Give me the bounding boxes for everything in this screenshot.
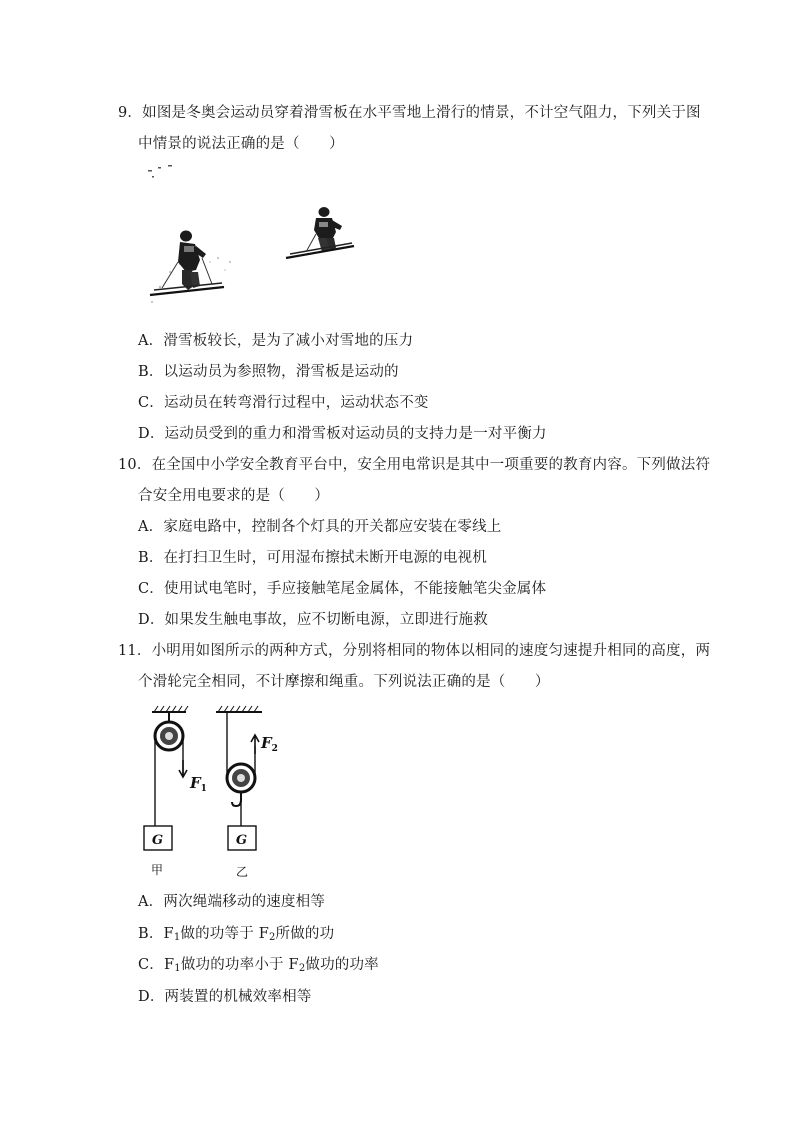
question-9-option-b: B．以运动员为参照物，滑雪板是运动的 [138, 364, 399, 380]
option-b-sub1: 1 [173, 932, 181, 943]
question-11-stem-line2: 个滑轮完全相同，不计摩擦和绳重。下列说法正确的是（ ） [138, 674, 550, 690]
option-c-prefix: C．F [138, 957, 175, 973]
question-11-option-d: D．两装置的机械效率相等 [138, 989, 312, 1005]
question-11-option-a: A．两次绳端移动的速度相等 [138, 894, 326, 910]
option-b-suffix: 所做的功 [275, 926, 335, 942]
movable-pulley-setup [216, 706, 262, 850]
skier-photo [140, 162, 370, 322]
pulley-diagram [140, 702, 280, 882]
skier-left [178, 231, 206, 291]
weight-label-left: G [152, 833, 164, 848]
question-10-option-c: C．使用试电笔时，手应接触笔尾金属体，不能接触笔尖金属体 [138, 581, 547, 597]
question-9-option-c: C．运动员在转弯滑行过程中，运动状态不变 [138, 395, 429, 411]
question-9-number: 9． [118, 105, 143, 121]
weight-label-right: G [236, 833, 248, 848]
fixed-pulley-setup [144, 706, 188, 850]
option-b-sub2: 2 [268, 932, 276, 943]
question-10-stem-line1 [118, 455, 710, 475]
question-10-number: 10． [118, 457, 152, 473]
question-10-option-d: D．如果发生触电事故，应不切断电源，立即进行施救 [138, 612, 488, 628]
question-9-stem-line2: 中情景的说法正确的是（ ） [138, 136, 344, 152]
question-11-option-b [138, 924, 334, 948]
question-10-option-a: A．家庭电路中，控制各个灯具的开关都应安装在零线上 [138, 519, 502, 535]
option-b-mid: 做的功等于 F [180, 926, 269, 942]
question-11-number: 11． [118, 643, 152, 659]
question-10-stem-line2: 合安全用电要求的是（ ） [138, 488, 330, 504]
option-c-suffix: 做功的功率 [305, 957, 379, 973]
force-f2-label: $F_2$ [261, 734, 278, 754]
option-c-mid: 做功的功率小于 F [180, 957, 299, 973]
option-c-sub2: 2 [298, 963, 306, 974]
question-11-text: 小明用如图所示的两种方式，分别将相同的物体以相同的速度匀速提升相同的高度，两 [151, 643, 711, 659]
option-c-sub1: 1 [174, 963, 181, 974]
caption-left: 甲 [151, 863, 164, 877]
question-9-option-d: D．运动员受到的重力和滑雪板对运动员的支持力是一对平衡力 [138, 426, 547, 442]
question-11-option-c [138, 955, 379, 979]
question-10-text: 在全国中小学安全教育平台中，安全用电常识是其中一项重要的教育内容。下列做法符 [151, 457, 711, 473]
option-b-prefix: B．F [138, 926, 174, 942]
question-11-stem-line1 [118, 641, 710, 661]
question-10-option-b: B．在打扫卫生时，可用湿布擦拭未断开电源的电视机 [138, 550, 487, 566]
caption-right: 乙 [236, 865, 249, 879]
question-9-option-a: A．滑雪板较长，是为了减小对雪地的压力 [138, 333, 414, 349]
question-9-stem-line1 [118, 103, 701, 123]
force-f1-label: $F_1$ [190, 774, 207, 794]
question-9-text: 如图是冬奥会运动员穿着滑雪板在水平雪地上滑行的情景，不计空气阻力，下列关于图 [142, 105, 701, 121]
